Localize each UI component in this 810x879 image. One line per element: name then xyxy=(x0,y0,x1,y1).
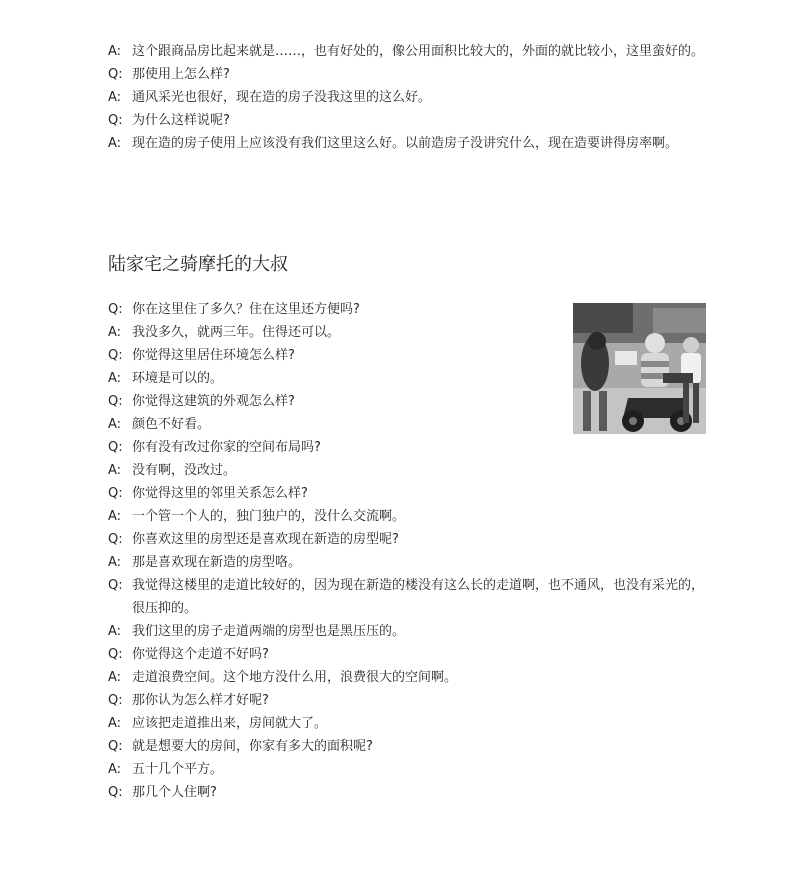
dialogue-line xyxy=(0,86,810,109)
speaker-label: Q: xyxy=(108,302,123,317)
dialogue-text: 那使用上怎么样? xyxy=(132,67,230,82)
speaker-label: A: xyxy=(108,44,122,59)
dialogue-text: 为什么这样说呢? xyxy=(132,113,230,128)
dialogue-line xyxy=(0,436,810,459)
dialogue-line xyxy=(0,643,810,666)
speaker-label: Q: xyxy=(108,693,123,708)
section-title: 陆家宅之骑摩托的大叔 xyxy=(108,254,288,275)
dialogue-line xyxy=(0,781,810,804)
dialogue-text: 你觉得这里的邻里关系怎么样? xyxy=(132,486,308,501)
dialogue-line xyxy=(0,482,810,505)
speaker-label: Q: xyxy=(108,67,123,82)
dialogue-text: 你喜欢这里的房型还是喜欢现在新造的房型呢? xyxy=(132,532,399,547)
dialogue-text: 你在这里住了多久？住在这里还方便吗? xyxy=(132,302,360,317)
dialogue-text: 五十几个平方。 xyxy=(132,762,224,777)
dialogue-line xyxy=(0,620,810,643)
dialogue-line xyxy=(0,505,810,528)
speaker-label: Q: xyxy=(108,739,123,754)
speaker-label: A: xyxy=(108,624,122,639)
dialogue-text: 环境是可以的。 xyxy=(132,371,224,386)
dialogue-text: 你觉得这里居住环境怎么样? xyxy=(132,348,295,363)
dialogue-line xyxy=(0,367,810,390)
dialogue-line xyxy=(0,712,810,735)
dialogue-line xyxy=(0,63,810,86)
speaker-label: Q: xyxy=(108,785,123,800)
dialogue-text: 颜色不好看。 xyxy=(132,417,211,432)
speaker-label: A: xyxy=(108,762,122,777)
dialogue-line xyxy=(0,459,810,482)
speaker-label: Q: xyxy=(108,578,123,593)
speaker-label: A: xyxy=(108,90,122,105)
dialogue-line xyxy=(0,298,810,321)
dialogue-top xyxy=(0,40,810,155)
dialogue-text: 现在造的房子使用上应该没有我们这里这么好。以前造房子没讲究什么，现在造要讲得房率啊。 xyxy=(132,136,679,151)
dialogue-text: 一个管一个人的，独门独户的，没什么交流啊。 xyxy=(132,509,406,524)
speaker-label: A: xyxy=(108,417,122,432)
speaker-label: Q: xyxy=(108,348,123,363)
dialogue-text: 那是喜欢现在新造的房型咯。 xyxy=(132,555,302,570)
speaker-label: A: xyxy=(108,136,122,151)
speaker-label: Q: xyxy=(108,440,123,455)
dialogue-text: 我们这里的房子走道两端的房型也是黑压压的。 xyxy=(132,624,406,639)
dialogue-line xyxy=(0,344,810,367)
dialogue-line xyxy=(0,109,810,132)
speaker-label: A: xyxy=(108,371,122,386)
speaker-label: A: xyxy=(108,670,122,685)
speaker-label: A: xyxy=(108,716,122,731)
dialogue-line xyxy=(0,321,810,344)
dialogue-line xyxy=(0,551,810,574)
dialogue-text: 你有没有改过你家的空间布局吗? xyxy=(132,440,321,455)
dialogue-line xyxy=(0,735,810,758)
dialogue-text: 就是想要大的房间，你家有多大的面积呢? xyxy=(132,739,373,754)
speaker-label: A: xyxy=(108,325,122,340)
dialogue-text: 这个跟商品房比起来就是……，也有好处的，像公用面积比较大的，外面的就比较小，这里蛮好的。 xyxy=(132,44,705,59)
dialogue-text: 我没多久，就两三年。住得还可以。 xyxy=(132,325,341,340)
dialogue-text: 应该把走道推出来，房间就大了。 xyxy=(132,716,328,731)
dialogue-line xyxy=(0,390,810,413)
speaker-label: A: xyxy=(108,509,122,524)
speaker-label: Q: xyxy=(108,113,123,128)
dialogue-line xyxy=(0,574,810,620)
dialogue-line xyxy=(0,528,810,551)
dialogue-text: 没有啊，没改过。 xyxy=(132,463,237,478)
dialogue-text: 那你认为怎么样才好呢? xyxy=(132,693,269,708)
dialogue-line xyxy=(0,689,810,712)
dialogue-text: 你觉得这个走道不好吗? xyxy=(132,647,269,662)
speaker-label: Q: xyxy=(108,532,123,547)
speaker-label: Q: xyxy=(108,486,123,501)
dialogue-text: 我觉得这楼里的走道比较好的，因为现在新造的楼没有这么长的走道啊，也不通风，也没有采光的，很压抑的。 xyxy=(132,578,705,616)
dialogue-text: 通风采光也很好，现在造的房子没我这里的这么好。 xyxy=(132,90,432,105)
dialogue-text: 你觉得这建筑的外观怎么样? xyxy=(132,394,295,409)
dialogue-line xyxy=(0,758,810,781)
speaker-label: A: xyxy=(108,463,122,478)
speaker-label: Q: xyxy=(108,394,123,409)
dialogue-text: 走道浪费空间。这个地方没什么用，浪费很大的空间啊。 xyxy=(132,670,458,685)
dialogue-line xyxy=(0,40,810,63)
dialogue-text: 那几个人住啊? xyxy=(132,785,217,800)
speaker-label: A: xyxy=(108,555,122,570)
dialogue-bottom xyxy=(0,298,810,804)
dialogue-line xyxy=(0,666,810,689)
dialogue-line xyxy=(0,132,810,155)
dialogue-line xyxy=(0,413,810,436)
speaker-label: Q: xyxy=(108,647,123,662)
